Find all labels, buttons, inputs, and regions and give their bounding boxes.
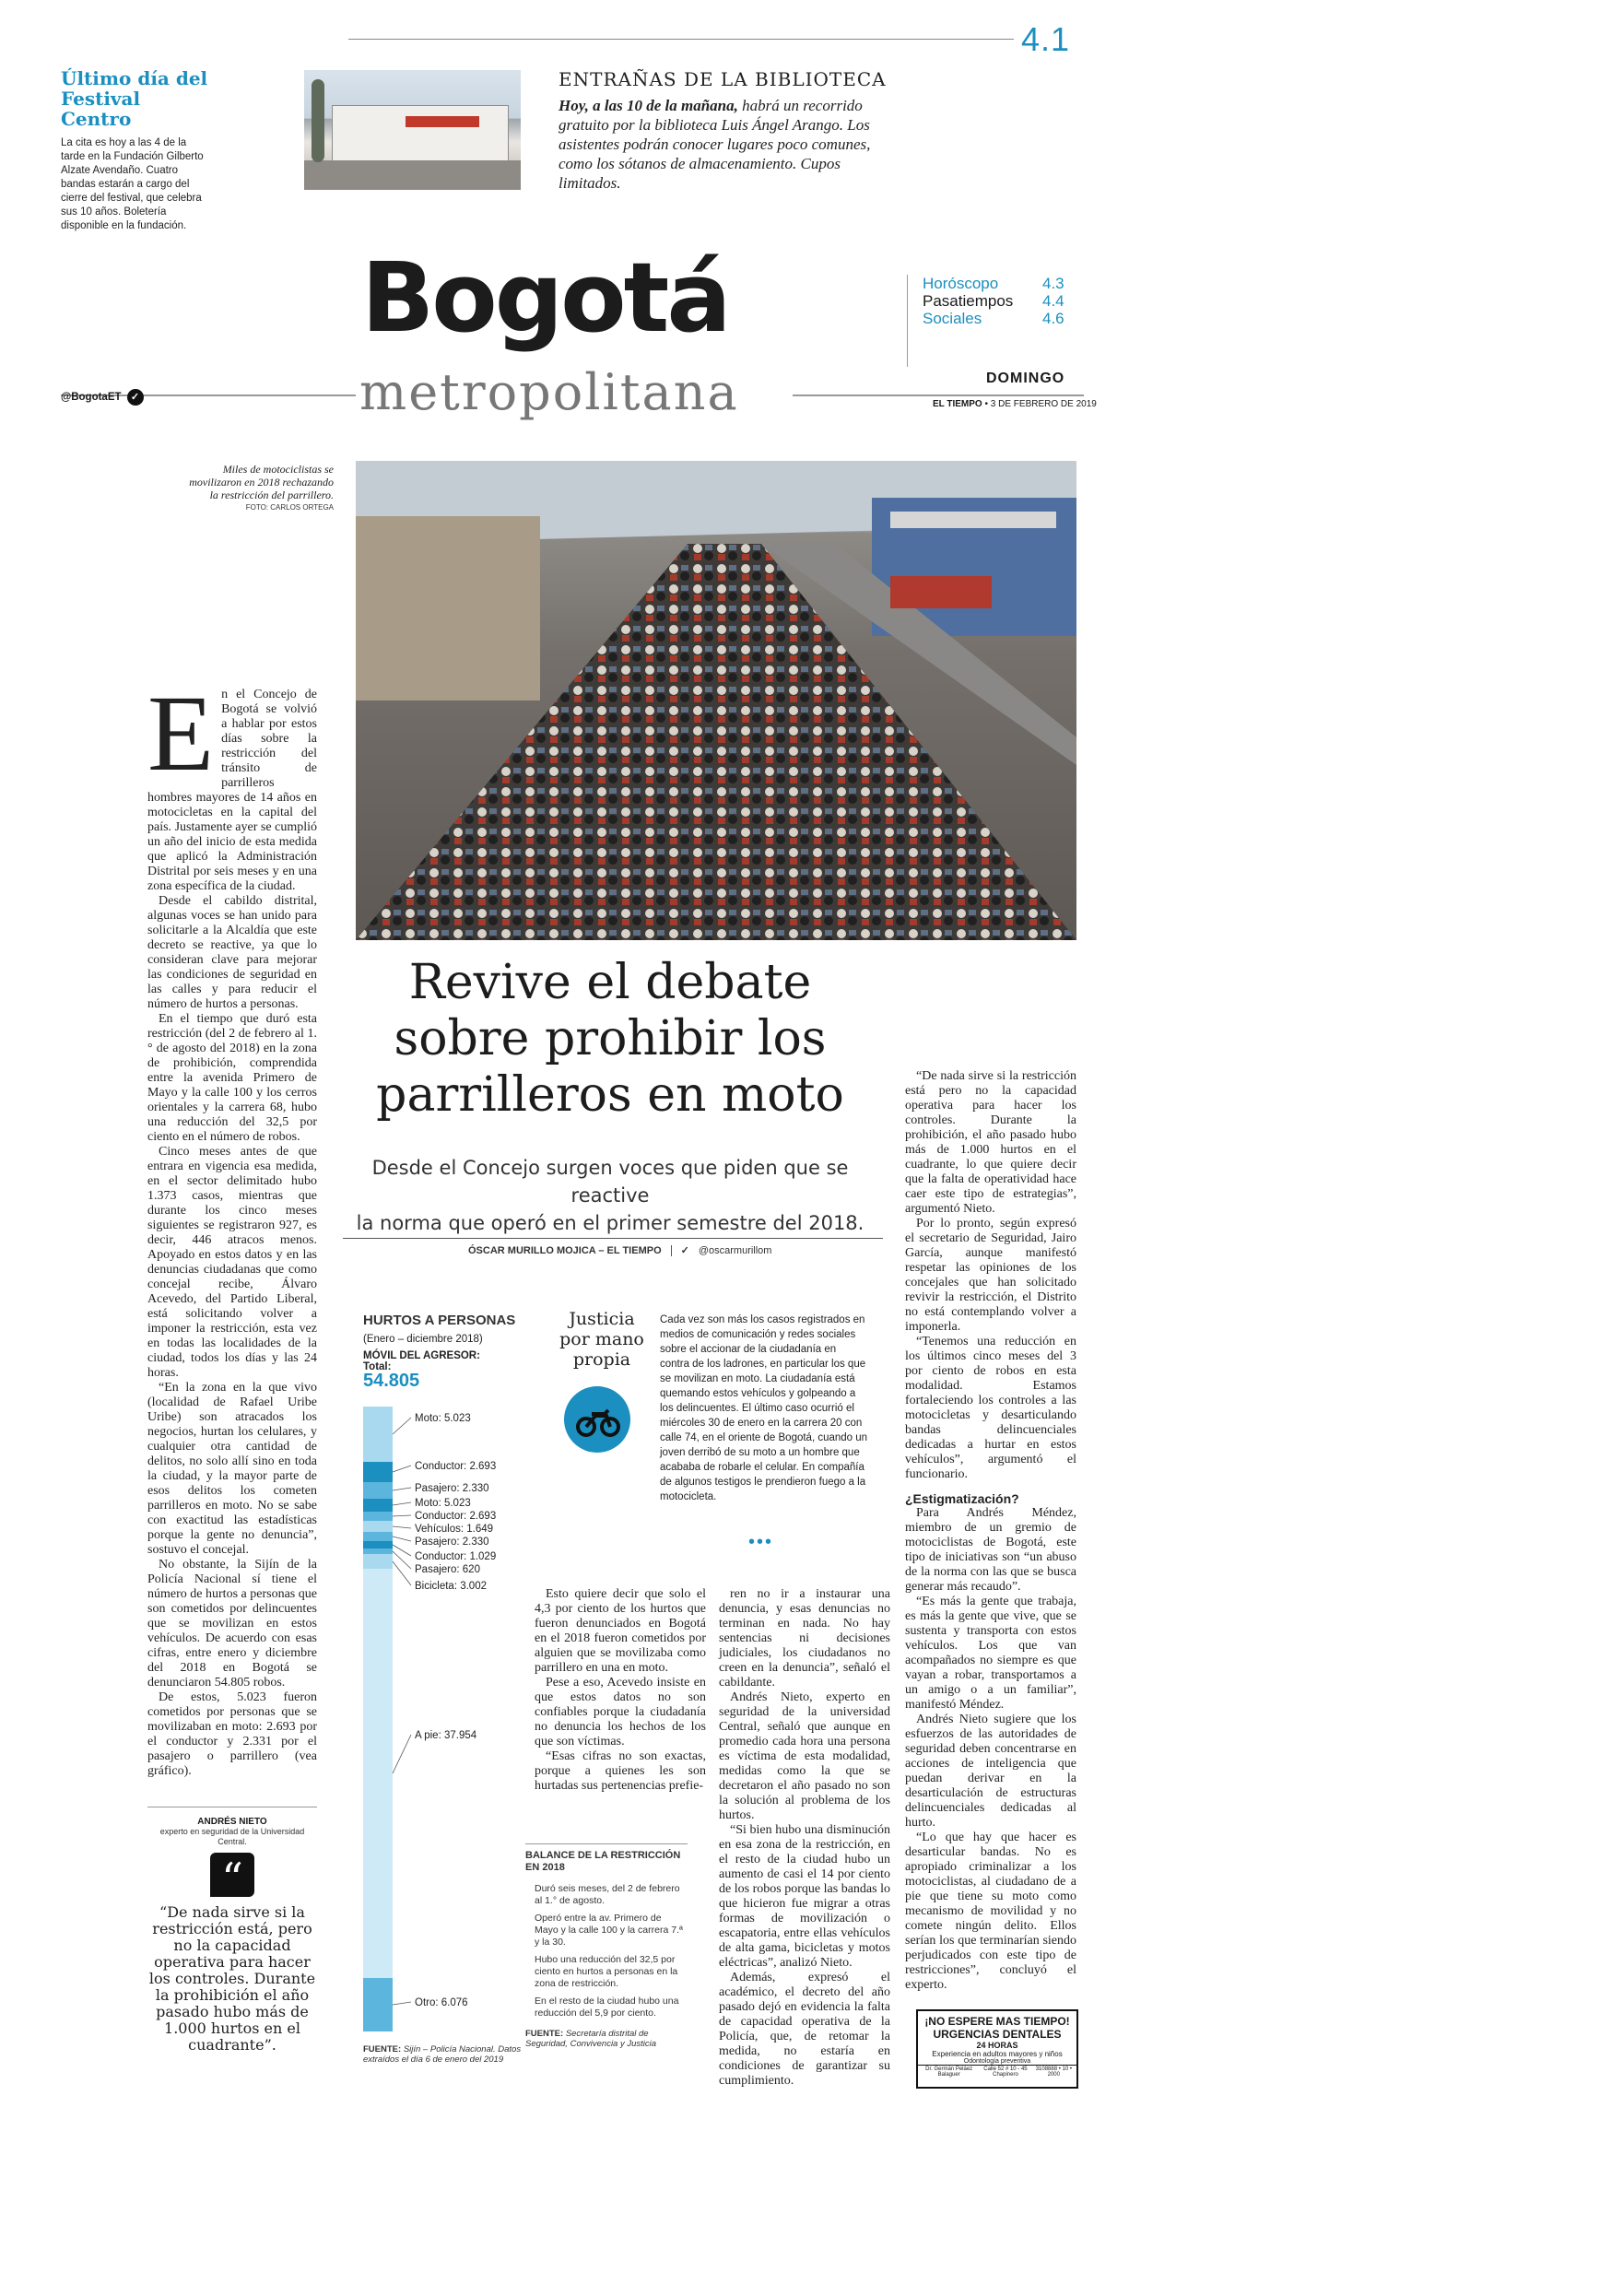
chart-segment-label: Vehículos: 1.649 <box>415 1524 494 1535</box>
chart-total-label: Total: <box>363 1361 392 1372</box>
chart-bar-segment <box>363 1978 393 2031</box>
section-title: Bogotá <box>361 241 729 354</box>
article-column-3: ren no ir a instaurar una denuncia, y esas denuncias no terminan en nada. No hay sentencias ni decisiones judiciales, los ciudadanos no creen en la denuncia”, señaló el cabildante. Andrés Nieto, experto en seguridad de la universidad Central, señaló que aunque en promedio cada hora una persona es víctima de esta modalidad, medidas como la que se decretaron el año pasado no son la solución al problema de los hurtos. “Si bien hubo una disminución en esa zona de la restricción, en el resto de la ciudad hubo un aumento de casi el 14 por ciento de los robos porque las bandas lo que hicieron fue migrar a otras formas de movilización o escapatoria, entre ellas vehículos de alta gama, bicicletas y motos eléctricas”, analizó Nieto. Además, expresó el académico, el decreto del año pasado dejó en evidencia la falta de capacidad operativa de la Policía, que, de retomar la medida, no estaría en condiciones de garantizar su cumplimiento. <box>719 1587 890 2088</box>
byline-author: ÓSCAR MURILLO MOJICA – EL TIEMPO <box>468 1244 662 1256</box>
article-column-2: Esto quiere decir que solo el 4,3 por ciento de los hurtos que fueron denunciados en Bogotá en el 2018 fueron cometidos por alguien que se movilizaba como parrillero en una en moto. Pese a eso, Acevedo insiste en que estos datos no son confiables porque la ciudadanía no denuncia los hechos de los que son víctimas. “Esas cifras no son exactas, porque a quienes les son hurtadas sus pertenencias prefie- <box>535 1587 706 1793</box>
chart-total: 54.805 <box>363 1371 420 1391</box>
photo-credit: FOTO: CARLOS ORTEGA <box>245 503 334 512</box>
chart-title: HURTOS A PERSONAS <box>363 1313 516 1328</box>
paper-name: EL TIEMPO <box>933 399 982 409</box>
chart-segment-label: Pasajero: 2.330 <box>415 1483 489 1494</box>
photo-caption: Miles de motociclistas se movilizaron en 2018 rechazando la restricción del parrillero. FOTO: CARLOS ORTEGA <box>184 463 334 513</box>
chart-leader-line <box>393 1515 411 1516</box>
byline <box>468 1244 771 1256</box>
balance-source: FUENTE: Secretaría distrital de Seguridad, Convivencia y Justicia <box>525 2029 657 2049</box>
chart-segment-label: Bicicleta: 3.002 <box>415 1581 487 1592</box>
chart-leader-line <box>393 1526 411 1528</box>
index-item[interactable]: Horóscopo 4.3 <box>923 275 1064 292</box>
chart-bar-segment <box>363 1482 393 1499</box>
festival-box <box>61 68 208 233</box>
justicia-title: Justicia por mano propia <box>559 1309 644 1370</box>
chart-source: FUENTE: Sijín – Policía Nacional. Datos extraídos el día 6 de enero del 2019 <box>363 2044 522 2065</box>
chart-bar-segment <box>363 1554 393 1569</box>
chart-leader-line <box>393 1418 411 1434</box>
chart-bar-segment <box>363 1499 393 1512</box>
dental-ad[interactable]: ¡NO ESPERE MAS TIEMPO! URGENCIAS DENTALES 24 HORAS Experiencia en adultos mayores y niños Odontología preventiva Dr. Germán Peláez Balaguer Calle 52 # 10 - 45 Chapinero 3108888 • 10 • 2000 <box>916 2009 1078 2089</box>
section-subtitle: metropolitana <box>359 363 739 421</box>
index-item[interactable]: Pasatiempos 4.4 <box>923 292 1064 310</box>
section-dots: ••• <box>748 1532 774 1552</box>
chart-source-label: FUENTE: <box>363 2044 402 2055</box>
festival-title: Último día del Festival Centro <box>61 67 208 130</box>
subhead: ¿Estigmatización? <box>905 1491 1019 1506</box>
library-text <box>559 96 890 193</box>
chart-section-label: MÓVIL DEL AGRESOR: <box>363 1350 480 1361</box>
balance-item: Hubo una reducción del 32,5 por ciento en hurtos a personas en la zona de restricción. <box>535 1954 678 1989</box>
library-photo <box>304 70 521 190</box>
motorcycle-icon <box>564 1386 630 1453</box>
byline-twitter[interactable]: @oscarmurillom <box>698 1244 772 1256</box>
pull-quote <box>147 1807 317 2054</box>
chart-segment-label: Conductor: 2.693 <box>415 1461 497 1472</box>
chart-bar-segment <box>363 1541 393 1548</box>
article-column-4: “De nada sirve si la restricción está pero no la capacidad operativa para hacer los controles. Durante la prohibición, el año pasado hubo más de 1.000 hurtos en el cuadrante, lo que quiere decir que la falta de operatividad hace caer este tipo de estrategias”, argumentó Nieto. Por lo pronto, según expresó el secretario de Seguridad, Jairo García, aunque manifestó respetar las opiniones de los concejales que han solicitado revivir la restricción, el Distrito no está contemplando volver a imponerla. “Tenemos una reducción en los últimos cinco meses del 3 por ciento de robos en esta modalidad. Estamos fortaleciendo los controles a las motocicletas y desarticulando bandas delincuenciales dedicadas a hurtar en estos vehículos”, argumentó el funcionario. ¿Estigmatización? Para Andrés Méndez, miembro de un gremio de motociclistas de Bogotá, este tipo de iniciativas son “un abuso de la norma con las que se busca generar más recaudo”. “Es más la gente que trabaja, es más la gente que vive, que se sustenta y transporta con estos vehículos. Los que van acompañados no siempre es que vayan a robar, transportamos a un amigo o a un familiar”, manifestó Méndez. Andrés Nieto sugiere que los esfuerzos de las autoridades de seguridad deben concentrarse en acciones de inteligencia que puedan derivar en la desarticulación de estructuras delincuenciales dedicadas al hurto. “Lo que hay que hacer es desarticular bandas. No es apropiado criminalizar a los motociclistas, al ciudadano de a pie que tiene su moto como mecanismo de movilidad y no comete ningún delito. Ellos serían los que terminarían siendo perjudicados con este tipo de restricciones”, concluyó el experto. <box>905 1069 1076 1992</box>
date: 3 DE FEBRERO DE 2019 <box>990 399 1097 409</box>
deck: Desde el Concejo surgen voces que piden que se reactive la norma que operó en el primer semestre del 2018. <box>356 1157 864 1234</box>
chart-subtitle: (Enero – diciembre 2018) <box>363 1334 483 1345</box>
quote-text: “De nada sirve si la restricción está, pero no la capacidad operativa para hacer los controles. Durante la prohibición el año pasado hubo más de 1.000 hurtos en el cuadrante”. <box>148 1903 316 2054</box>
top-rule <box>348 39 1014 40</box>
chart-segment-label: Moto: 5.023 <box>415 1413 471 1424</box>
article-column-1: En el Concejo de Bogotá se volvió a hablar por estos días sobre la restricción del tránsito de parrilleros hombres mayores de 14 años en motocicletas en la capital del país. Justamente ayer se cumplió un año del inicio de esta medida que aplicó la Administración Distrital por seis meses y en una zona específica de la ciudad. Desde el cabildo distrital, algunas voces se han unido para solicitarle a la Alcaldía que este decreto se reactive, ya que lo consideran clave para mejorar las condiciones de seguridad en las calles y para reducir el número de hurtos a personas. En el tiempo que duró esta restricción (del 2 de febrero al 1.° de agosto del 2018) en la zona de prohibición, comprendida entre la avenida Primero de Mayo y la calle 100 y los cerros orientales y la carrera 68, hubo una reducción del 32,5 por ciento en el número de robos. Cinco meses antes de que entrara en vigencia esa medida, en el sector delimitado hubo 1.373 casos, mientras que durante los cinco meses siguientes se registraron 927, es decir, 446 atracos menos. Apoyado en estos datos y en las denuncias ciudadanas que como concejal recibe, Álvaro Acevedo, del Partido Liberal, está solicitando volver a imponer la restricción, esta vez en todas las localidades de la ciudad, todos los días y las 24 horas. “En la zona en la que vivo (localidad de Rafael Uribe Uribe) son atracados los negocios, hurtan los celulares, y cualquier otra cantidad de delitos, no solo allí sino en toda la ciudad, y la mayor parte de esos delitos los cometen parrilleros en moto. No se sabe con exactitud las estadísticas porque la gente no denuncia”, sostuvo el concejal. No obstante, la Sijín de la Policía Nacional sí tiene el número de hurtos a personas que son cometidos por delincuentes que se movilizan en estos vehículos. De acuerdo con esas cifras, entre enero y diciembre del 2018 en Bogotá se denunciaron 54.805 robos. De estos, 5.023 fueron cometidos por personas que se movilizaban en moto: 2.693 por el conductor y 2.331 por el pasajero o parrillero (vea gráfico). <box>147 673 317 1778</box>
library-text-rest: habrá un recorrido gratuito por la biblioteca Luis Ángel Arango. Los asistentes podrán conocer lugares poco comunes, como los sótanos de almacenamiento. Cupos limitados. <box>559 97 871 192</box>
chart-leader-line <box>393 1537 411 1541</box>
day-label: DOMINGO <box>986 371 1065 386</box>
chart-bar-segment <box>363 1532 393 1541</box>
page-number: 4.1 <box>1021 20 1071 58</box>
chart-bar-segment <box>363 1462 393 1482</box>
motorcycle-photo <box>356 461 1076 940</box>
chart-bar-segment <box>363 1548 393 1554</box>
chart-segment-label: Otro: 6.076 <box>415 1997 468 2008</box>
twitter-icon: ✓ <box>127 389 144 406</box>
library-text-lead: Hoy, a las 10 de la mañana, <box>559 97 738 114</box>
balance-box <box>525 1843 688 2049</box>
chart-segment-label: Conductor: 2.693 <box>415 1511 497 1522</box>
chart-leader-line <box>393 1735 411 1773</box>
chart-bar-segment <box>363 1569 393 1978</box>
chart-segment-label: A pie: 37.954 <box>415 1730 477 1741</box>
balance-title: BALANCE DE LA RESTRICCIÓN EN 2018 <box>525 1850 681 1873</box>
chart-header <box>363 1313 547 1389</box>
chart-segment-label: Pasajero: 620 <box>415 1564 480 1575</box>
byline-rule <box>343 1238 883 1239</box>
chart-leader-line <box>393 1466 411 1472</box>
library-box <box>559 68 890 193</box>
twitter-handle: @BogotaET <box>61 392 122 403</box>
chart-leader-line <box>393 2002 411 2005</box>
index-box <box>907 275 1098 367</box>
justicia-text: Cada vez son más los casos registrados en medios de comunicación y redes sociales sobre el accionar de la ciudadanía en contra de los ladrones, en particular los que se movilizan en moto. La ciudadanía está quemando estos vehículos y golpeando a los delincuentes. El último caso ocurrió el miércoles 30 de enero en la carrera 20 con calle 74, en el oriente de Bogotá, cuando un joven derribó de su moto a un hombre que acababa de robarle el celular. En compañía de algunos testigos le prendieron fuego a la motocicleta. <box>660 1314 868 1502</box>
index-item[interactable]: Sociales 4.6 <box>923 310 1064 327</box>
chart-bar-segment <box>363 1521 393 1532</box>
quote-icon: “ <box>210 1853 254 1897</box>
headline: Revive el debate sobre prohibir los parrilleros en moto <box>376 955 844 1123</box>
drop-cap: E <box>147 673 215 794</box>
balance-item: En el resto de la ciudad hubo una reducción del 5,9 por ciento. <box>535 1996 679 2019</box>
chart-segment-label: Pasajero: 2.330 <box>415 1537 489 1548</box>
chart-bar-segment <box>363 1512 393 1521</box>
festival-text: La cita es hoy a las 4 de la tarde en la Fundación Gilberto Alzate Avendaño. Cuatro bandas estarán a cargo del cierre del festival, que celebra sus 10 años. Boletería disponible en la fundación. <box>61 137 204 231</box>
dateline: EL TIEMPO • 3 DE FEBRERO DE 2019 <box>933 399 1097 409</box>
chart-segment-label: Conductor: 1.029 <box>415 1551 497 1562</box>
brand-rule-right <box>793 394 1084 396</box>
motorcycle-photo-art <box>356 461 1076 940</box>
chart-leader-line <box>393 1488 411 1490</box>
chart-bar-segment <box>363 1407 393 1462</box>
chart-leader-line <box>393 1502 411 1505</box>
chart-leader-line <box>393 1561 411 1585</box>
balance-item: Duró seis meses, del 2 de febrero al 1.° de agosto. <box>535 1883 680 1906</box>
twitter-handle-row[interactable] <box>61 389 144 406</box>
library-title: ENTRAÑAS DE LA BIBLIOTECA <box>559 68 887 90</box>
balance-item: Operó entre la av. Primero de Mayo y la calle 100 y la carrera 7.ª y la 30. <box>535 1913 683 1948</box>
quote-name: ANDRÉS NIETO <box>197 1817 267 1827</box>
chart-segment-label: Moto: 5.023 <box>415 1498 471 1509</box>
twitter-icon: ✓ <box>680 1245 689 1256</box>
quote-role: experto en seguridad de la Universidad Central. <box>159 1827 305 1846</box>
